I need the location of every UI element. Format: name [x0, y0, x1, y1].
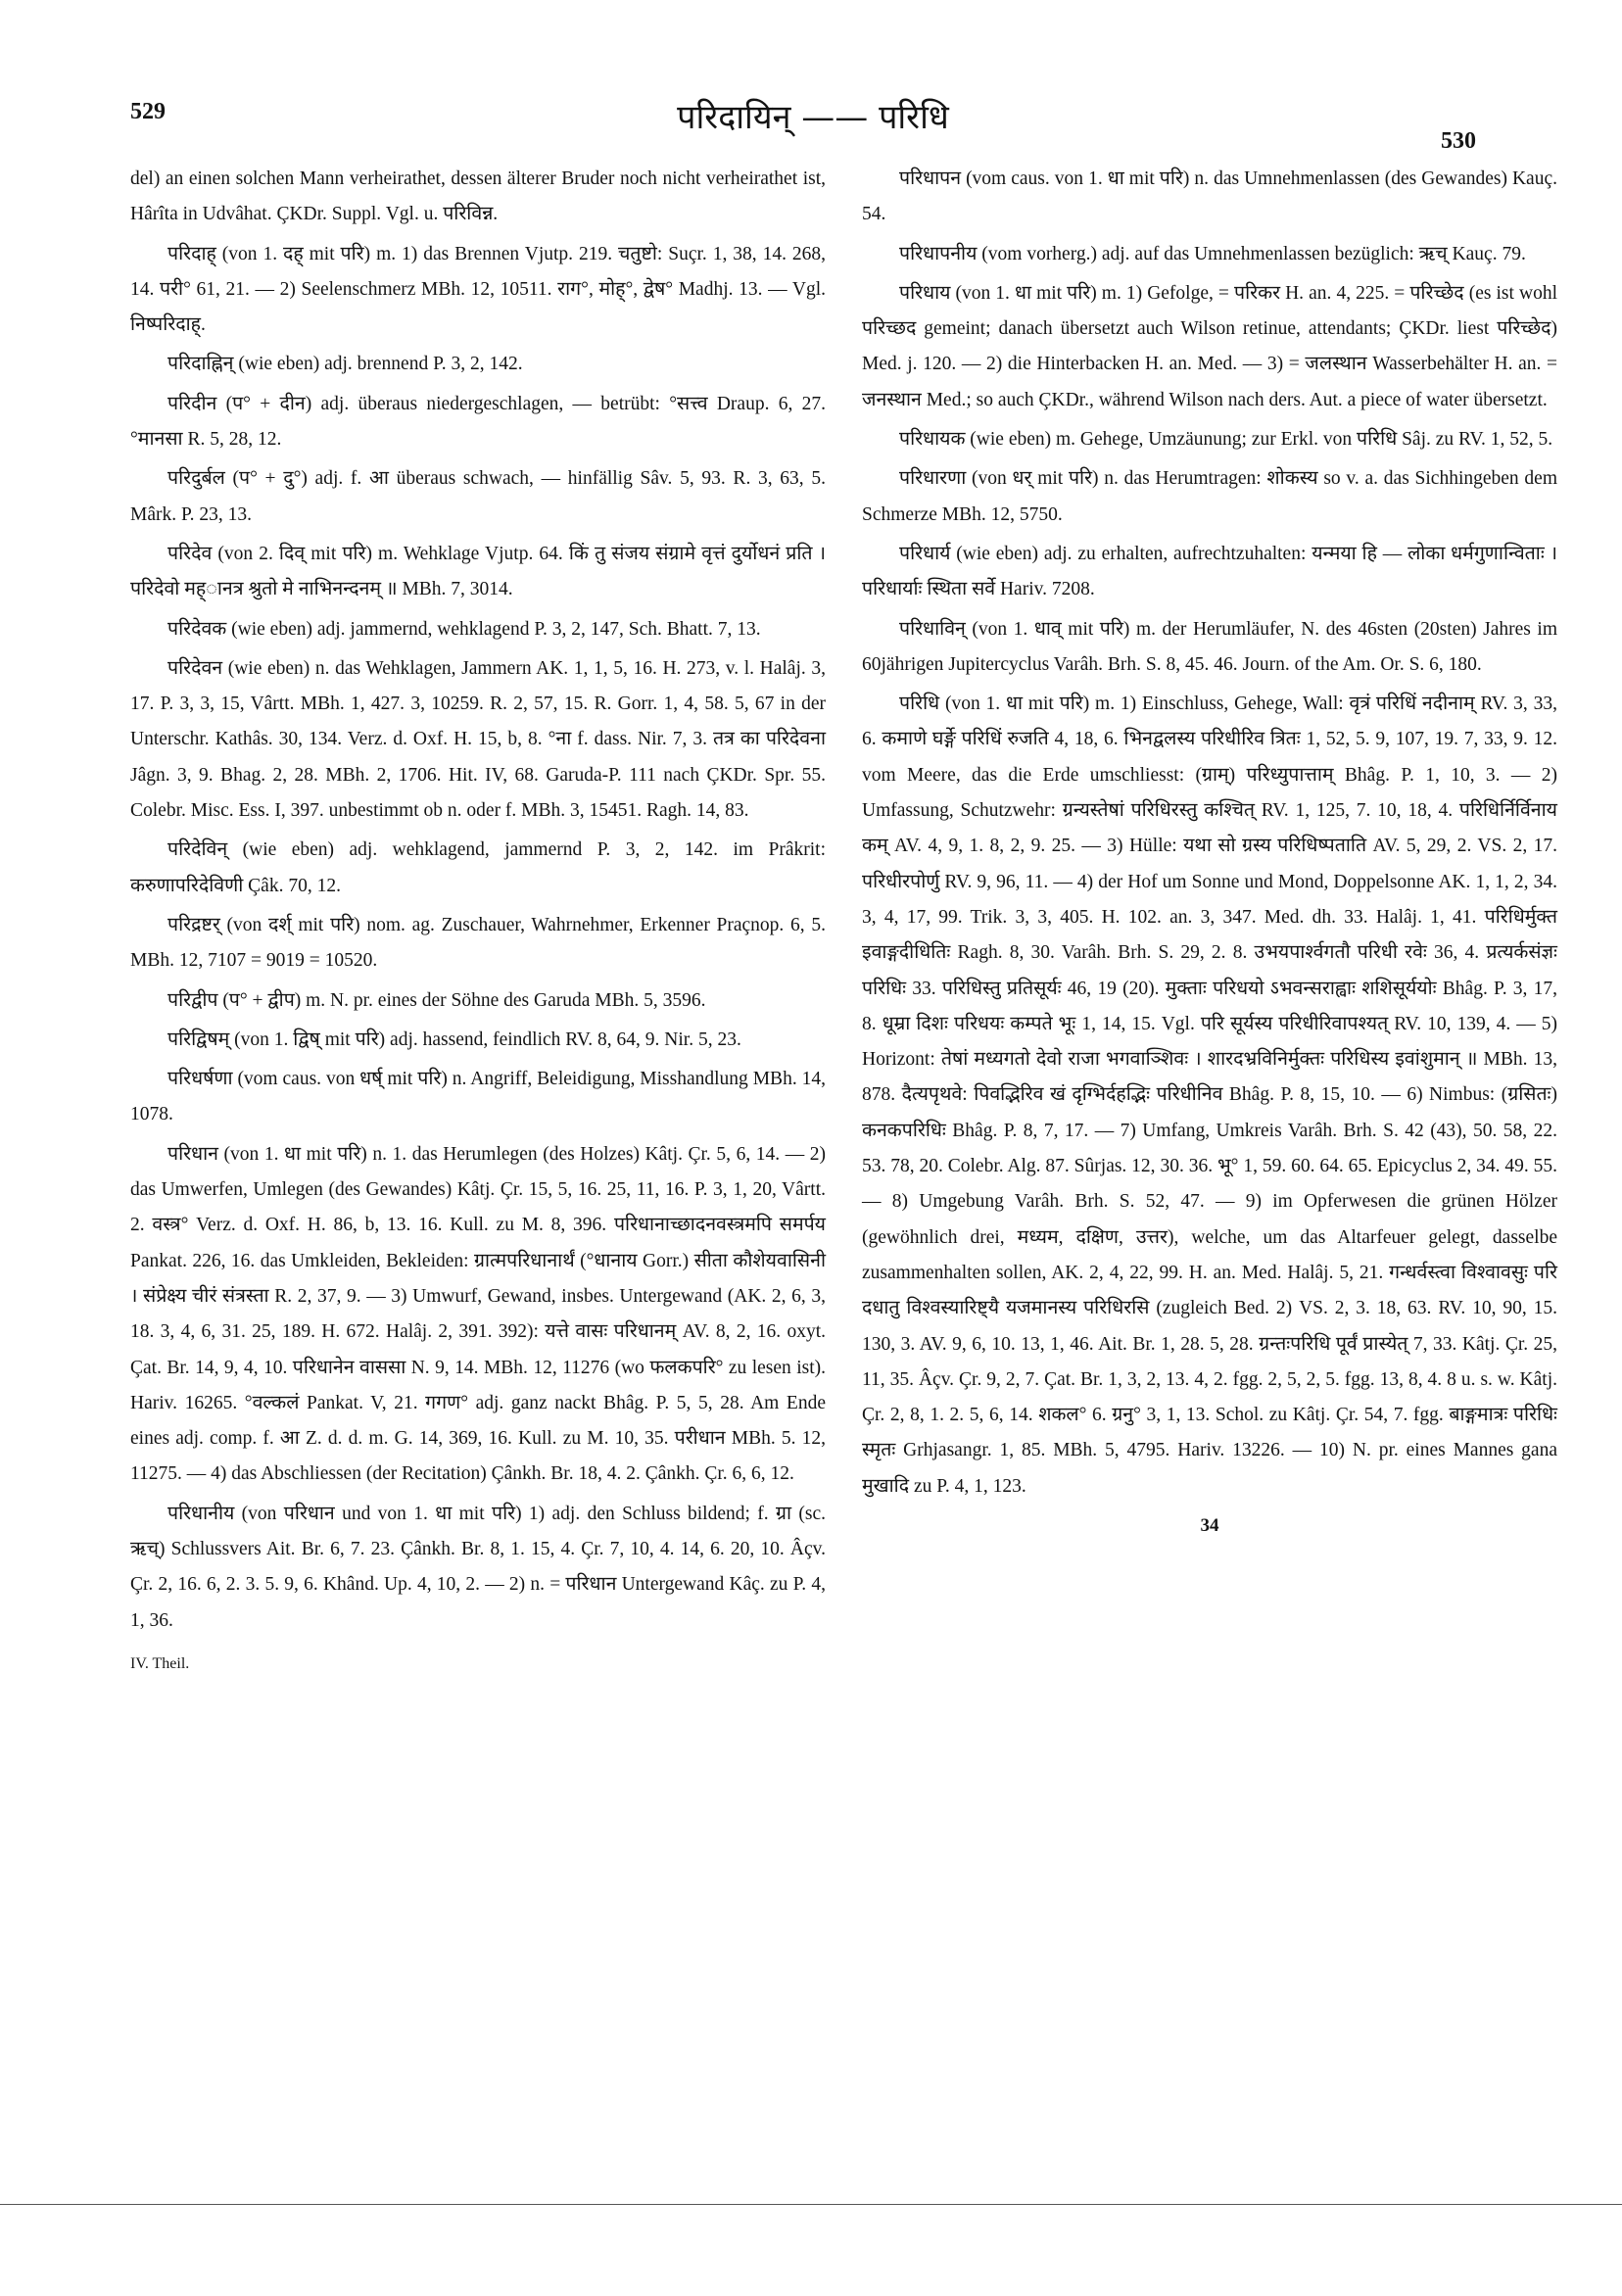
left-column	[130, 162, 826, 1686]
entry-paragraph: परिधारणा (von धर् mit परि) n. das Herumtragen: शोकस्य so v. a. das Sichhingeben dem Schmerze MBh. 12, 5750.	[862, 468, 1557, 525]
entry-paragraph: परिदुर्बल (प° + दु°) adj. f. आ überaus schwach, — hinfällig Sâv. 5, 93. R. 3, 63, 5. Mârk. P. 23, 13.	[130, 468, 826, 525]
entry-paragraph: परिद्विषम् (von 1. द्विष् mit परि) adj. hassend, feindlich RV. 8, 64, 9. Nir. 5, 23.	[167, 1028, 741, 1050]
entry-paragraph: परिधार्य (wie eben) adj. zu erhalten, aufrechtzuhalten: यन्मया हि — लोका धर्मगुणान्विताः । परिधार्याः स्थिता सर्वे Hariv. 7208.	[862, 543, 1557, 600]
entry-paragraph: परिधाविन् (von 1. धाव् mit परि) m. der Herumläufer, N. des 46sten (20sten) Jahres im 60jährigen Jupitercyclus Varâh. Brh. S. 8, 45. 46. Journ. of the Am. Or. S. 6, 180.	[862, 618, 1557, 675]
entry-paragraph: परिधायक (wie eben) m. Gehege, Umzäunung; zur Erkl. von परिधि Sâj. zu RV. 1, 52, 5.	[899, 429, 1553, 451]
running-title: परिदायिन् —— परिधि	[677, 98, 949, 137]
entry-paragraph: परिदाह् (von 1. दह् mit परि) m. 1) das Brennen Vjutp. 219. चतुष्टो: Suçr. 1, 38, 14. 268, 14. परी° 61, 21. — 2) Seelenschmerz MBh. 12, 10511. राग°, मोह्°, द्वेष° Madhj. 13. — Vgl. निष्परिदाह्.	[130, 243, 826, 336]
entry-paragraph: परिधि (von 1. धा mit परि) m. 1) Einschluss, Gehege, Wall: वृत्रं परिधिं नदीनाम् RV. 3, 33, 6. कमाणे घर्ङ्गे परिधिं रुजति 4, 18, 6. भिनद्वलस्य परिधीरिव त्रितः 1, 52, 5. 9, 107, 19. 7, 33, 9. 12. vom Meere, das die Erde umschliesst: (ग्राम्) परिध्युपात्ताम् Bhâg. P. 1, 10, 3. — 2) Umfassung, Schutzwehr: ग्रन्यस्तेषां परिधिरस्तु कश्चित् RV. 1, 125, 7. 10, 18, 4. परिधिर्निर्विनाय कम् AV. 4, 9, 1. 8, 2, 9. 25. — 3) Hülle: यथा सो ग्रस्य परिधिष्पताति AV. 5, 29, 2. VS. 2, 17. परिधीरपोर्णु RV. 9, 96, 11. — 4) der Hof um Sonne und Mond, Doppelsonne AK. 1, 1, 2, 34. 3, 4, 17, 99. Trik. 3, 3, 405. H. 102. an. 3, 347. Med. dh. 33. Halâj. 1, 41. परिधिर्मुक्त इवाङ्गदीधितिः Ragh. 8, 30. Varâh. Brh. S. 29, 2. 8. उभयपार्श्वगतौ परिधी रवेः 36, 4. प्रत्यर्कसंज्ञः परिधिः 33. परिधिस्तु प्रतिसूर्यः 46, 19 (20). मुक्ताः परिधयो ऽभवन्सराह्वाः शशिसूर्ययोः Bhâg. P. 3, 17, 8. धूम्रा दिशः परिधयः कम्पते भूः 1, 14, 15. Vgl. परि सूर्यस्य परिधीरिवापश्यत् RV. 10, 139, 4. — 5) Horizont: तेषां मध्यगतो देवो राजा भगवाञ्शिवः । शारदभ्रविनिर्मुक्तः परिधिस्य इवांशुमान् ॥ MBh. 13, 878. दैत्यपृथवे: पिवद्भिरिव खं दृग्भिर्दहद्भिः परिधीनिव Bhâg. P. 8, 15, 10. — 6) Nimbus: (ग्रसितः) कनकपरिधिः Bhâg. P. 8, 7, 17. — 7) Umfang, Umkreis Varâh. Brh. S. 42 (43), 50. 58, 22. 53. 78, 20. Colebr. Alg. 87. Sûrjas. 12, 30. 36. भू° 1, 59. 60. 64. 65. Epicyclus 2, 34. 49. 55. — 8) Umgebung Varâh. Brh. S. 52, 47. — 9) im Opferwesen die grünen Hölzer (gewöhnlich drei, मध्यम, दक्षिण, उत्तर), welche, um das Altarfeuer gelegt, dasselbe zusammenhalten sollen, AK. 2, 4, 22, 99. H. an. Med. Halâj. 5, 21. गन्धर्वस्त्वा विश्वावसुः परि दधातु विश्वस्यारिष्ट्यै यजमानस्य परिधिरसि (zugleich Bed. 2) VS. 2, 3. 18, 63. RV. 10, 90, 15. 130, 3. AV. 9, 6, 10. 13, 1, 46. Ait. Br. 1, 28. 5, 28. ग्रन्तःपरिधि पूर्वं प्रास्येत् 7, 33. Kâtj. Çr. 25, 11, 35. Âçv. Çr. 9, 2, 7. Çat. Br. 1, 3, 2, 13. 4, 2. fgg. 2, 5, 2, 5. fgg. 13, 8, 4. 8 u. s. w. Kâtj. Çr. 2, 8, 1. 2. 5, 6, 14. शकल° 6. ग्रनु° 3, 1, 13. Schol. zu Kâtj. Çr. 54, 7. fgg. बाङ्गमात्रः परिधिः स्मृतः Grhjasangr. 1, 85. MBh. 5, 4795. Hariv. 13226. — 10) N. pr. eines Mannes gana मुखादि zu P. 4, 1, 123.	[862, 694, 1557, 1497]
right-column	[862, 162, 1557, 1548]
entry-paragraph: परिद्वीप (प° + द्वीप) m. N. pr. eines der Söhne des Garuda MBh. 5, 3596.	[167, 989, 706, 1011]
entry-paragraph: परिदाह्निन् (wie eben) adj. brennend P. 3, 2, 142.	[167, 354, 523, 375]
entry-paragraph: परिदेवक (wie eben) adj. jammernd, wehklagend P. 3, 2, 147, Sch. Bhatt. 7, 13.	[167, 618, 761, 640]
entry-paragraph: del) an einen solchen Mann verheirathet, dessen älterer Bruder noch nicht verheirathet ist, Hârîta in Udvâhat. ÇKDr. Suppl. Vgl. u. परिविन्न.	[130, 168, 826, 225]
entry-paragraph: परिधानीय (von परिधान und von 1. धा mit परि) 1) adj. den Schluss bildend; f. ग्रा (sc. ऋच्) Schlussvers Ait. Br. 6, 7. 23. Çânkh. Br. 8, 1. 15, 4. Çr. 7, 10, 4. 14, 6. 20, 10. Âçv. Çr. 2, 16. 6, 2. 3. 5. 9, 6. Khând. Up. 4, 10, 2. — 2) n. = परिधान Untergewand Kâç. zu P. 4, 1, 36.	[130, 1503, 826, 1631]
entry-paragraph: परिदेवन (wie eben) n. das Wehklagen, Jammern AK. 1, 1, 5, 16. H. 273, v. l. Halâj. 3, 17. P. 3, 3, 15, Vârtt. MBh. 1, 427. 3, 10259. R. 2, 57, 15. R. Gorr. 1, 4, 58. 5, 67 in der Unterschr. Kathâs. 30, 134. Verz. d. Oxf. H. 15, b, 8. °ना f. dass. Nir. 7, 3. तत्र का परिदेवना Jâgn. 3, 9. Bhag. 2, 28. MBh. 2, 1706. Hit. IV, 68. Garuda-P. 111 nach ÇKDr. Spr. 55. Colebr. Misc. Ess. I, 397. unbestimmt ob n. oder f. MBh. 3, 15451. Ragh. 14, 83.	[130, 657, 826, 822]
entry-paragraph: परिदीन (प° + दीन) adj. überaus niedergeschlagen, — betrübt: °सत्त्व Draup. 6, 27. °मानसा R. 5, 28, 12.	[130, 393, 826, 451]
entry-paragraph: परिधर्षणा (vom caus. von धर्ष् mit परि) n. Angriff, Beleidigung, Misshandlung MBh. 14, 1078.	[130, 1069, 826, 1125]
volume-note: IV. Theil.	[130, 1654, 190, 1672]
page-number-left: 529	[130, 99, 166, 124]
entry-paragraph: परिदेविन् (wie eben) adj. wehklagend, jammernd P. 3, 2, 142. im Prâkrit: करुणापरिदेविणी Çâk. 70, 12.	[130, 839, 826, 896]
page-header	[0, 93, 1622, 152]
entry-paragraph: परिदेव (von 2. दिव् mit परि) m. Wehklage Vjutp. 64. किं तु संजय संग्रामे वृत्तं दुर्योधनं प्रति । परिदेवो मह्ानत्र श्रुतो मे नाभिनन्दनम् ॥ MBh. 7, 3014.	[130, 543, 826, 600]
entry-paragraph: परिधाय (von 1. धा mit परि) m. 1) Gefolge, = परिकर H. an. 4, 225. = परिच्छेद (es ist wohl परिच्छद gemeint; danach übersetzt auch Wilson retinue, attendants; ÇKDr. liest परिच्छेद) Med. j. 120. — 2) die Hinterbacken H. an. Med. — 3) = जलस्थान Wasserbehälter H. an. = जनस्थान Med.; so auch ÇKDr., während Wilson nach ders. Aut. a piece of water übersetzt.	[862, 282, 1557, 410]
signature-mark: 34	[1200, 1514, 1219, 1536]
page-number-right: 530	[1441, 128, 1476, 154]
entry-paragraph: परिद्रष्टर् (von दर्श् mit परि) nom. ag. Zuschauer, Wahrnehmer, Erkenner Praçnop. 6, 5. MBh. 12, 7107 = 9019 = 10520.	[130, 914, 826, 972]
entry-paragraph: परिधापनीय (vom vorherg.) adj. auf das Umnehmenlassen bezüglich: ऋच् Kauç. 79.	[899, 243, 1526, 264]
entry-paragraph: परिधान (von 1. धा mit परि) n. 1. das Herumlegen (des Holzes) Kâtj. Çr. 5, 6, 14. — 2) das Umwerfen, Umlegen (des Gewandes) Kâtj. Çr. 15, 5, 16. 25, 11, 16. P. 3, 1, 20, Vârtt. 2. वस्त्र° Verz. d. Oxf. H. 86, b, 13. 16. Kull. zu M. 8, 396. परिधानाच्छादनवस्त्रमपि समर्पय Pankat. 226, 16. das Umkleiden, Bekleiden: ग्रात्मपरिधानार्थं (°धानाय Gorr.) सीता कौशेयवासिनी । संप्रेक्ष्य चीरं संत्रस्ता R. 2, 37, 9. — 3) Umwurf, Gewand, insbes. Untergewand (AK. 2, 6, 3, 18. 3, 4, 6, 31. 25, 189. H. 672. Halâj. 2, 391. 392): यत्ते वासः परिधानम् AV. 8, 2, 16. oxyt. Çat. Br. 14, 9, 4, 10. परिधानेन वाससा N. 9, 14. MBh. 12, 11276 (wo फलकपरि° zu lesen ist). Hariv. 16265. °वल्कलं Pankat. V, 21. गगण° adj. ganz nackt Bhâg. P. 5, 5, 28. Am Ende eines adj. comp. f. आ Z. d. d. m. G. 14, 369, 16. Kull. zu M. 10, 35. परीधान MBh. 5. 12, 11275. — 4) das Abschliessen (der Recitation) Çânkh. Br. 18, 4. 2. Çânkh. Çr. 6, 6, 12.	[130, 1143, 826, 1485]
bottom-rule	[0, 2204, 1622, 2205]
entry-paragraph: परिधापन (vom caus. von 1. धा mit परि) n. das Umnehmenlassen (des Gewandes) Kauç. 54.	[862, 168, 1557, 225]
